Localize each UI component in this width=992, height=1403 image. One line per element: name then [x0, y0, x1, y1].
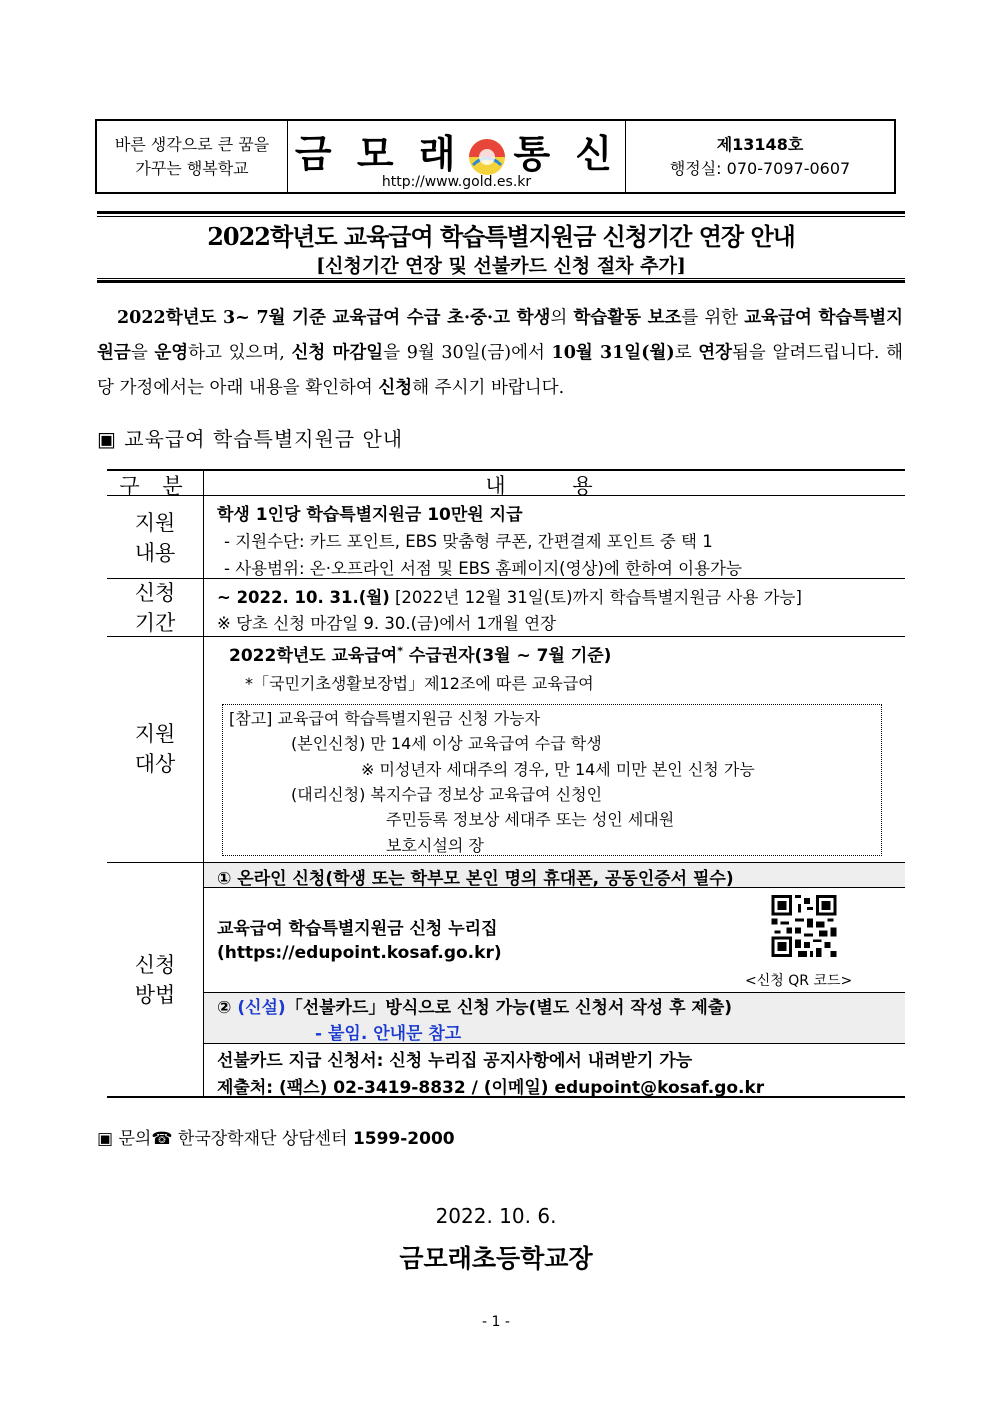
- label-line: 방법: [134, 983, 176, 1007]
- ref-title: [참고] 교육급여 학습특별지원금 신청 가능자: [229, 709, 541, 728]
- school-motto: [97, 121, 288, 192]
- card-attachment-note: - 붙임. 안내문 참고: [315, 1024, 462, 1044]
- newsletter-header: [95, 119, 896, 194]
- period-label: [107, 578, 203, 638]
- motto-line-2: 가꾸는 행복학교: [135, 158, 249, 178]
- label-line: 대상: [134, 752, 176, 776]
- intro-seg: 됨을 알려드립니다. 해당 가정에서는 아래 내용을 확인하여: [97, 343, 903, 398]
- intro-seg: 을: [130, 343, 155, 363]
- label-line: 지원: [134, 511, 176, 535]
- card-submission-info: 제출처: (팩스) 02-3419-8832 / (이메일) edupoint@kosaf.go.kr: [217, 1078, 765, 1098]
- intro-seg: 하고 있으며,: [188, 343, 292, 363]
- intro-seg: 를 위한: [681, 308, 745, 328]
- period-line-1: [217, 584, 802, 608]
- card-heading-num: ②: [217, 998, 238, 1018]
- issue-info: [626, 121, 894, 192]
- intro-seg: 연장: [698, 343, 733, 363]
- target-seg: 2022학년도 교육급여: [229, 646, 398, 666]
- intro-seg: 의: [550, 308, 574, 328]
- contact-line: [97, 1124, 455, 1149]
- target-star: *: [397, 644, 403, 658]
- label-line: 기간: [134, 611, 176, 635]
- period-note: ※ 당초 신청 마감일 9. 30.(금)에서 1개월 연장: [217, 614, 557, 633]
- principal-signature: 금모래초등학교장: [399, 1244, 593, 1273]
- contact-number: 1599-2000: [352, 1129, 455, 1149]
- intro-seg: 10월 31일(월): [551, 343, 675, 363]
- card-heading: [217, 993, 732, 1018]
- ref-proxy: (대리신청) 복지수급 정보상 교육급여 신청인: [291, 785, 603, 804]
- brand-right: 통 신: [513, 132, 619, 176]
- support-scope: - 사용범위: 온·오프라인 서점 및 EBS 홈페이지(영상)에 한하여 이용가능: [224, 559, 742, 578]
- support-label: [107, 508, 203, 568]
- sub-divider: [203, 1043, 905, 1044]
- title-rule-bottom-thin: [97, 278, 905, 279]
- intro-seg: 학습활동 보조: [573, 308, 682, 328]
- online-site-url[interactable]: (https://edupoint.kosaf.go.kr): [217, 943, 502, 963]
- motto-line-1: 바른 생각으로 큰 꿈을: [114, 134, 270, 154]
- contact-text: 한국장학재단 상담센터: [172, 1129, 353, 1149]
- qr-caption: <신청 QR 코드>: [745, 973, 853, 989]
- online-site-name: 교육급여 학습특별지원금 신청 누리집: [217, 919, 498, 939]
- title-rule-bottom: [97, 280, 905, 283]
- support-means: - 지원수단: 카드 포인트, EBS 맞춤형 쿠폰, 간편결제 포인트 중 택 1: [224, 532, 713, 551]
- card-heading-rest: 「선불카드」방식으로 신청 가능(별도 신청서 작성 후 제출): [285, 998, 733, 1018]
- card-form-info: 선불카드 지급 신청서: 신청 누리집 공지사항에서 내려받기 가능: [217, 1051, 693, 1071]
- ref-self-note: ※ 미성년자 세대주의 경우, 만 14세 미만 본인 신청 가능: [361, 760, 755, 779]
- issue-number: 제13148호: [716, 134, 804, 154]
- support-amount: 학생 1인당 학습특별지원금 10만원 지급: [217, 505, 523, 525]
- target-law-note: *「국민기초생활보장법」제12조에 따른 교육급여: [245, 674, 594, 693]
- intro-seg: 을 9월 30일(금)에서: [383, 343, 552, 363]
- ref-proxy-3: 보호시설의 장: [386, 836, 484, 855]
- brand-left: 금 모 래: [294, 132, 462, 176]
- col-header-category: 구 분: [119, 474, 191, 498]
- school-url[interactable]: http://www.gold.es.kr: [381, 174, 532, 190]
- page-subtitle: [신청기간 연장 및 선불카드 신청 절차 추가]: [316, 255, 686, 277]
- row-divider: [107, 636, 905, 637]
- intro-seg: 운영: [154, 343, 189, 363]
- intro-seg: 2022학년도 3~ 7월 기준 교육급여 수급 초·중·고 학생: [117, 308, 551, 328]
- col-header-content: 내 용: [485, 474, 623, 498]
- card-heading-new: (신설): [237, 998, 286, 1018]
- method-label: [107, 950, 203, 1010]
- office-phone: 행정실: 070-7097-0607: [669, 158, 851, 178]
- page-number: - 1 -: [482, 1314, 510, 1330]
- school-logo-icon: [467, 137, 507, 177]
- section-heading: ▣ 교육급여 학습특별지원금 안내: [97, 427, 404, 451]
- period-deadline: ~ 2022. 10. 31.(월): [217, 588, 390, 607]
- period-usage: [2022년 12월 31일(토)까지 학습특별지원금 사용 가능]: [394, 588, 802, 607]
- label-line: 신청: [134, 581, 176, 605]
- ref-proxy-2: 주민등록 정보상 세대주 또는 성인 세대원: [386, 810, 675, 829]
- intro-seg: 신청 마감일: [291, 343, 384, 363]
- intro-seg: 해 주시기 바랍니다.: [412, 378, 565, 398]
- issue-date: 2022. 10. 6.: [435, 1204, 557, 1228]
- phone-icon: ☎: [151, 1129, 173, 1149]
- ref-self: (본인신청) 만 14세 이상 교육급여 수급 학생: [291, 734, 602, 753]
- label-line: 내용: [134, 541, 176, 565]
- contact-prefix: ▣ 문의: [97, 1129, 152, 1149]
- label-line: 지원: [134, 722, 176, 746]
- target-seg: 수급권자(3월 ~ 7월 기준): [402, 646, 612, 666]
- intro-seg: 로: [674, 343, 699, 363]
- page-title: 2022학년도 교육급여 학습특별지원금 신청기간 연장 안내: [207, 222, 795, 251]
- label-line: 신청: [134, 953, 176, 977]
- target-label: [107, 719, 203, 779]
- intro-seg: 교육급여 학습특별지원금: [97, 308, 903, 363]
- intro-seg: 신청: [378, 378, 413, 398]
- title-rule-top: [97, 211, 905, 214]
- intro-paragraph: [97, 301, 903, 406]
- qr-code-icon[interactable]: [771, 895, 837, 957]
- online-heading: ① 온라인 신청(학생 또는 학부모 본인 명의 휴대폰, 공동인증서 필수): [217, 869, 734, 889]
- newsletter-brand: [288, 121, 626, 192]
- target-main: [229, 641, 611, 666]
